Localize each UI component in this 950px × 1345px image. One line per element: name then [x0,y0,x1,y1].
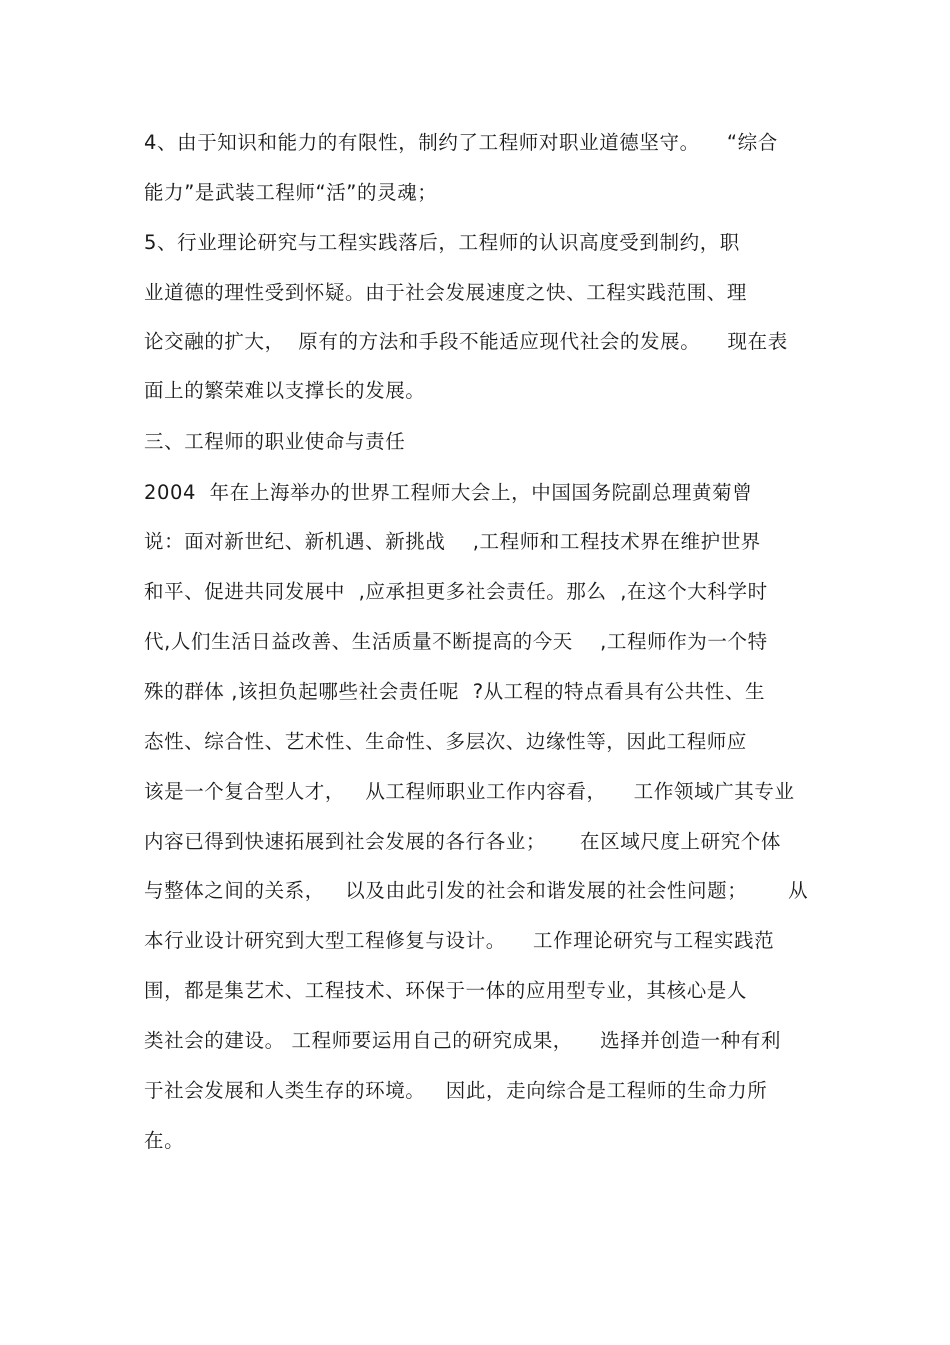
text-line: 说：面对新世纪、新机遇、新挑战 ,工程师和工程技术界在维护世界 [144,530,761,553]
text-line: 与整体之间的关系， 以及由此引发的社会和谐发展的社会性问题； 从 [144,879,809,902]
text-line: 围，都是集艺术、工程技术、环保于一体的应用型专业，其核心是人 [144,979,748,1002]
text-line: 该是一个复合型人才， 从工程师职业工作内容看， 工作领域广其专业 [144,780,795,803]
text-line: 类社会的建设。 工程师要运用自己的研究成果， 选择并创造一种有利 [144,1029,781,1052]
text-line: 在。 [144,1129,185,1152]
text-line: 于社会发展和人类生存的环境。 因此，走向综合是工程师的生命力所 [144,1079,768,1102]
text-line: 代,人们生活日益改善、生活质量不断提高的今天 ,工程师作为一个特 [144,630,768,653]
section-heading: 三、工程师的职业使命与责任 [144,430,406,453]
text-line: 和平、促进共同发展中 ,应承担更多社会责任。那么 ,在这个大科学时 [144,580,768,603]
text-line: 态性、综合性、艺术性、生命性、多层次、边缘性等，因此工程师应 [144,730,748,753]
text-line: 5、行业理论研究与工程实践落后，工程师的认识高度受到制约，职 [144,231,740,254]
text-line: 本行业设计研究到大型工程修复与设计。 工作理论研究与工程实践范 [144,929,775,952]
text-line: 2004 年在上海举办的世界工程师大会上，中国国务院副总理黄菊曾 [144,481,753,504]
text-line: 能力”是武装工程师“活”的灵魂； [144,181,438,204]
text-line: 4、由于知识和能力的有限性，制约了工程师对职业道德坚守。 “综合 [144,131,778,154]
text-line: 论交融的扩大， 原有的方法和手段不能适应现代社会的发展。 现在表 [144,330,788,353]
text-line: 殊的群体 ,该担负起哪些社会责任呢 ?从工程的特点看具有公共性、生 [144,680,766,703]
text-line: 面上的繁荣难以支撑长的发展。 [144,379,426,402]
text-line: 业道德的理性受到怀疑。由于社会发展速度之快、工程实践范围、理 [144,281,748,304]
text-line: 内容已得到快速拓展到社会发展的各行各业； 在区域尺度上研究个体 [144,830,781,853]
